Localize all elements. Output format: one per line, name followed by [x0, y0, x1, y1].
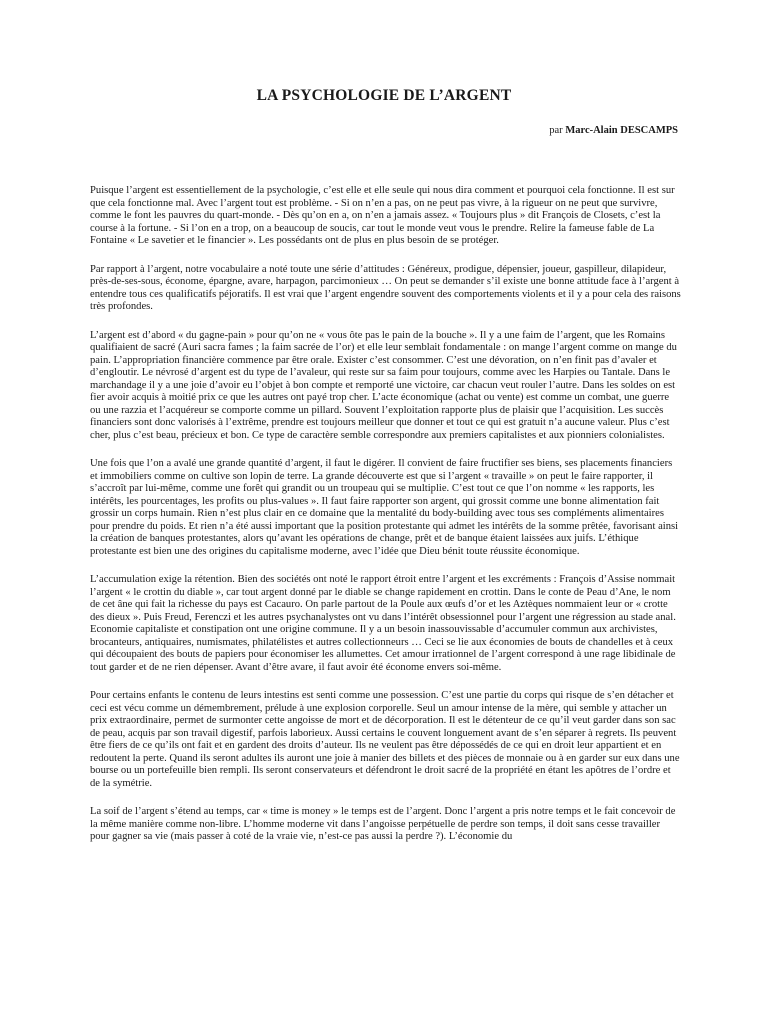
paragraph: Puisque l’argent est essentiellement de la psychologie, c’est elle et elle seule qui nous dira comment et pourquoi cela fonctionne. Il est sur que cela fonctionne mal. Avec l’argent tout est problème. - Si on n’en a pas, on ne peut pas vivre, à la rigueur on ne peut que survivre, comme le font les pauvres du quart-monde. - Dès qu’on en a, on n’en a jamais assez. « Toujours plus » dit François de Closets, c’est la course à la fortune. - Si l’on en a trop, on a beaucoup de soucis, car tout le monde veut vous le prendre. Relire la fameuse fable de La Fontaine « Le savetier et le financier ». Les possédants ont de plus en plus besoin de se protéger.	[90, 185, 675, 246]
paragraph: L’accumulation exige la rétention. Bien des sociétés ont noté le rapport étroit entre l’argent et les excréments : François d’Assise nommait l’argent « le crottin du diable », car tout argent donné par le diable se change rapidement en crottin. Dans le conte de Peau d’Ane, le nom de cet âne qui fait la richesse du pays est Cacauro. On parle partout de la Poule aux œufs d’or et les Aztèques nommaient leur or « crotte des dieux ». Puis Freud, Ferenczi et les autres psychanalystes ont vu dans l’intérêt obsessionnel pour l’argent une régression au stade anal. Economie capitaliste et constipation ont une origine commune. Il y a un besoin inassouvissable d’accumuler commun aux archivistes, brocanteurs, antiquaires, numismates, philatélistes et autres collectionneurs … Ceci se lie aux économies de bouts de chandelles et à ceux qui découpaient des bouts de papiers pour économiser les allumettes. Cet amour irrationnel de l’argent correspond à une rage libidinale de tout garder et de ne rien dépenser. Avant d’être avare, il faut avoir été économe envers soi-même.	[90, 574, 676, 673]
byline	[549, 125, 678, 136]
paragraph: Par rapport à l’argent, notre vocabulaire a noté toute une série d’attitudes : Généreux, prodigue, dépensier, joueur, gaspilleur, dilapideur, près-de-ses-sous, économe, épargne, avare, harpagon, parcimonieux … On peut se demander s’il existe une bonne attitude face à l’argent à entendre tous ces qualificatifs péjoratifs. Il est vrai que l’argent engendre souvent des comportements violents et il y a pour cela des raisons très profondes.	[90, 263, 681, 312]
paragraph: Pour certains enfants le contenu de leurs intestins est senti comme une possession. C’est une partie du corps qui risque de s’en détacher et ceci est vécu comme un démembrement, prélude à une explosion corporelle. Seul un amour intense de la mère, qui semble y attacher un prix extraordinaire, permet de surmonter cette angoisse de mort et de décorporation. Il est le détenteur de ce qu’il veut garder dans son sac de peau, acquis par son travail digestif, parfois laborieux. Aussi certains le couvent longuement avant de s’en séparer à regrets. Ils peuvent être fiers de ce qu’ils ont fait et en gardent des droits d’auteur. Ils ne veulent pas être dépossédés de ce qui en droit leur appartient et en redoutent la perte. Quand ils seront adultes ils auront une joie à manier des billets et des pièces de monnaie ou à en garder sur eux dans une bourse ou un portefeuille bien rempli. Ils seront conservateurs et défendront le droit sacré de la propriété en étant les apôtres de l’ordre et de la symétrie.	[90, 690, 680, 789]
paragraph: L’argent est d’abord « du gagne-pain » pour qu’on ne « vous ôte pas le pain de la bouche ». Il y a une faim de l’argent, que les Romains qualifiaient de sacré (Auri sacra fames ; la faim sacrée de l’or) et elle leur semblait fondamentale : on mange l’argent comme on mange du pain. L’appropriation financière commence par être orale. Exister c’est consommer. C’est une dévoration, on n’en finit pas d’avaler et d’engloutir. Le névrosé d’argent est du type de l’avaleur, qui reste sur sa faim pour toujours, comme avec les Harpies ou Tantale. Dans le marchandage il y a une joie d’avoir eu l’objet à bon compte et remporté une victoire, car chacun veut rouler l’autre. Dans les soldes on est fier avoir acquis à moitié prix ce que les autres ont payé trop cher. L’acte économique (achat ou vente) est comme un combat, une guerre ou une razzia et l’acquéreur se comporte comme un pillard. Souvent l’exploitation rapporte plus de plaisir que l’acquisition. Les succès financiers sont donc valorisés à l’extrême, prendre est toujours meilleur que donner et tout ce qui est gratuit n’a aucune valeur. Plus c’est cher, plus c’est beau, précieux et bon. Ce type de caractère semble correspondre aux premiers capitalistes et aux pionniers colonialistes.	[90, 329, 677, 441]
document-title: LA PSYCHOLOGIE DE L’ARGENT	[256, 87, 512, 104]
byline-prefix: par	[549, 125, 566, 136]
author-name: Marc-Alain DESCAMPS	[565, 125, 678, 136]
paragraph: Une fois que l’on a avalé une grande quantité d’argent, il faut le digérer. Il convient de faire fructifier ses biens, ses placements financiers et immobiliers comme on cultive son lopin de terre. La grande découverte est que si l’argent « travaille » on peut le faire rapporter, il s’accroît par lui-même, comme une forêt qui grandit ou un troupeau qui se multiplie. C’est tout ce que l’on nomme « les rapports, les intérêts, les pourcentages, les profits ou plus-values ». Il faut faire rapporter son argent, qui grossit comme une bonne alimentation fait grossir un corps humain. Rien n’est plus clair en ce domaine que la mentalité du body-building avec tous ses compléments alimentaires pour prendre du poids. Et rien n’a été aussi important que la position protestante qui admet les intérêts de la somme prêtée, favorisant ainsi la création de banques protestantes, alors qu’avant les opérations de change, prêt et de banque étaient laissées aux juifs. L’éthique protestante est bien une des origines du capitalisme moderne, avec l’idée que Dieu bénit toute réussite économique.	[90, 458, 679, 557]
paragraph: La soif de l’argent s’étend au temps, car « time is money » le temps est de l’argent. Donc l’argent a pris notre temps et le fait concevoir de la même manière comme non-libre. L’homme moderne vit dans l’angoisse perpétuelle de perdre son temps, il doit sans cesse travailler pour gagner sa vie (mais passer à coté de la vraie vie, n’est-ce pas aussi la perdre ?). L’économie du	[90, 806, 676, 842]
document-body	[90, 185, 681, 860]
